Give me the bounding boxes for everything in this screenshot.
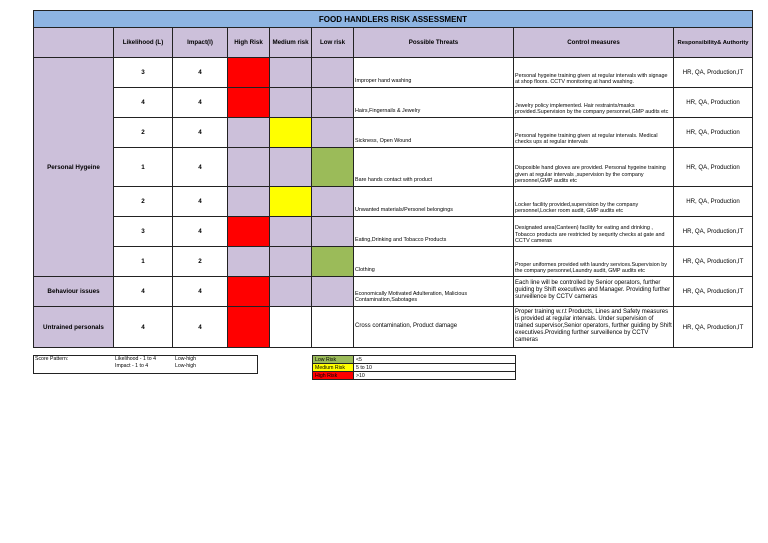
medium-risk-cell [270,58,312,88]
header-high-risk: High Risk [228,28,270,58]
table-row [34,307,753,348]
table-row [34,148,753,187]
responsibility-text: HR, QA, Production,IT [674,217,753,247]
legend-medium-value: 5 to 10 [354,364,516,372]
impact-value: 4 [173,118,228,148]
impact-value: 4 [173,307,228,348]
score-likelihood-scale: Low-high [175,355,197,362]
score-impact-scale: Low-high [175,362,197,369]
impact-value: 4 [173,148,228,187]
high-risk-cell [228,118,270,148]
low-risk-cell [312,307,354,348]
impact-value: 4 [173,217,228,247]
table-row [34,118,753,148]
medium-risk-cell [270,118,312,148]
medium-risk-cell [270,247,312,277]
score-pattern-label: Score Pattern: [35,355,69,362]
high-risk-cell [228,187,270,217]
medium-risk-cell [270,307,312,348]
medium-risk-cell [270,148,312,187]
category-personal-hygiene: Personal Hygeine [34,58,114,277]
header-impact: Impact(I) [173,28,228,58]
table-row [34,217,753,247]
header-controls: Control measures [514,28,674,58]
control-text: Designated area(Canteen) facility for eating and drinking , Tobacco products are restricted by sequrity checks at gate and CCTV cameras [514,217,674,247]
table-row [34,58,753,88]
medium-risk-cell [270,88,312,118]
likelihood-value: 2 [114,118,173,148]
likelihood-value: 4 [114,277,173,307]
control-text: Personal hygeine training given at regular intervals. Medical checks ups at regular intervals [514,118,674,148]
legend-medium-label: Medium Risk [313,364,354,372]
responsibility-text: HR, QA, Production [674,118,753,148]
responsibility-text: HR, QA, Production [674,88,753,118]
threat-text: Economically Motivated Adulteration, Malicious Contamination,Sabotages [354,277,514,307]
impact-value: 4 [173,187,228,217]
control-text: Jewelry policy implemented. Hair restraints/masks provided.Supervision by the company personnel,GMP audits etc [514,88,674,118]
high-risk-cell [228,148,270,187]
header-low-risk: Low risk [312,28,354,58]
high-risk-cell [228,217,270,247]
likelihood-value: 3 [114,58,173,88]
responsibility-text: HR, QA, Production [674,148,753,187]
risk-legend [312,355,516,380]
low-risk-cell [312,277,354,307]
page-title: FOOD HANDLERS RISK ASSESSMENT [34,11,753,28]
legend-row [313,372,516,380]
likelihood-value: 2 [114,187,173,217]
high-risk-cell [228,88,270,118]
score-impact-range: Impact - 1 to 4 [115,362,149,369]
impact-value: 4 [173,58,228,88]
legend-high-value: >10 [354,372,516,380]
high-risk-cell [228,277,270,307]
table-row [34,247,753,277]
category-untrained-personals: Untrained personals [34,307,114,348]
likelihood-value: 4 [114,307,173,348]
category-behaviour-issues: Behaviour issues [34,277,114,307]
control-text: Locker facility provided,supervision by the company personnel,Locker room audit, GMP audits etc [514,187,674,217]
table-row [34,88,753,118]
responsibility-text: HR, QA, Production,IT [674,247,753,277]
high-risk-cell [228,247,270,277]
threat-text: Sickness, Open Wound [354,118,514,148]
header-likelihood: Likelihood (L) [114,28,173,58]
impact-value: 4 [173,88,228,118]
control-text: Disposible hand gloves are provided. Personal hygeine training given at regular intervals ,supervision by the company personnel,GMP audits etc [514,148,674,187]
legend-high-label: High Risk [313,372,354,380]
likelihood-value: 4 [114,88,173,118]
responsibility-text: HR, QA, Production,IT [674,307,753,348]
legend-row [313,364,516,372]
responsibility-text: HR, QA, Production,IT [674,58,753,88]
medium-risk-cell [270,217,312,247]
table-row [34,187,753,217]
threat-text: Clothing [354,247,514,277]
low-risk-cell [312,88,354,118]
threat-text: Eating,Drinking and Tobacco Products [354,217,514,247]
threat-text: Improper hand washing [354,58,514,88]
score-likelihood-range: Likelihood - 1 to 4 [115,355,156,362]
likelihood-value: 1 [114,247,173,277]
threat-text: Unwanted materials/Personel belongings [354,187,514,217]
legend-row [313,356,516,364]
low-risk-cell [312,217,354,247]
responsibility-text: HR, QA, Production [674,187,753,217]
control-text: Proper training w.r.t Products, Lines and Safety measures is provided at regular intervals. Under supervision of trained supervisor,Senior operators, further guiding by Shift executives.Providing further surveillence by CCTV cameras [514,307,674,348]
threat-text: Bare hands contact with product [354,148,514,187]
risk-assessment-table [33,10,753,348]
legend-low-label: Low Risk [313,356,354,364]
high-risk-cell [228,58,270,88]
high-risk-cell [228,307,270,348]
score-pattern-table [33,355,257,369]
header-medium-risk: Medium risk [270,28,312,58]
likelihood-value: 1 [114,148,173,187]
impact-value: 4 [173,277,228,307]
low-risk-cell [312,58,354,88]
low-risk-cell [312,247,354,277]
header-responsibility: Responsibility& Authority [674,28,753,58]
low-risk-cell [312,187,354,217]
medium-risk-cell [270,187,312,217]
control-text: Proper uniformes provided with laundry services.Supervision by the company personnel,Laundry audit, GMP audits etc [514,247,674,277]
medium-risk-cell [270,277,312,307]
control-text: Each line will be controlled by Senior operators, further guiding by Shift executives and Manager. Providing further surveillence by CCTV cameras [514,277,674,307]
threat-text: Cross contamination, Product damage [354,307,514,348]
control-text: Personal hygeine training given at regular intervals with signage at shop floors. CCTV monitoring at hand washing. [514,58,674,88]
responsibility-text: HR, QA, Production,IT [674,277,753,307]
threat-text: Hairs,Fingernails & Jewelry [354,88,514,118]
table-row [34,277,753,307]
likelihood-value: 3 [114,217,173,247]
header-blank [34,28,114,58]
impact-value: 2 [173,247,228,277]
low-risk-cell [312,118,354,148]
legend-low-value: <5 [354,356,516,364]
header-threats: Possible Threats [354,28,514,58]
low-risk-cell [312,148,354,187]
